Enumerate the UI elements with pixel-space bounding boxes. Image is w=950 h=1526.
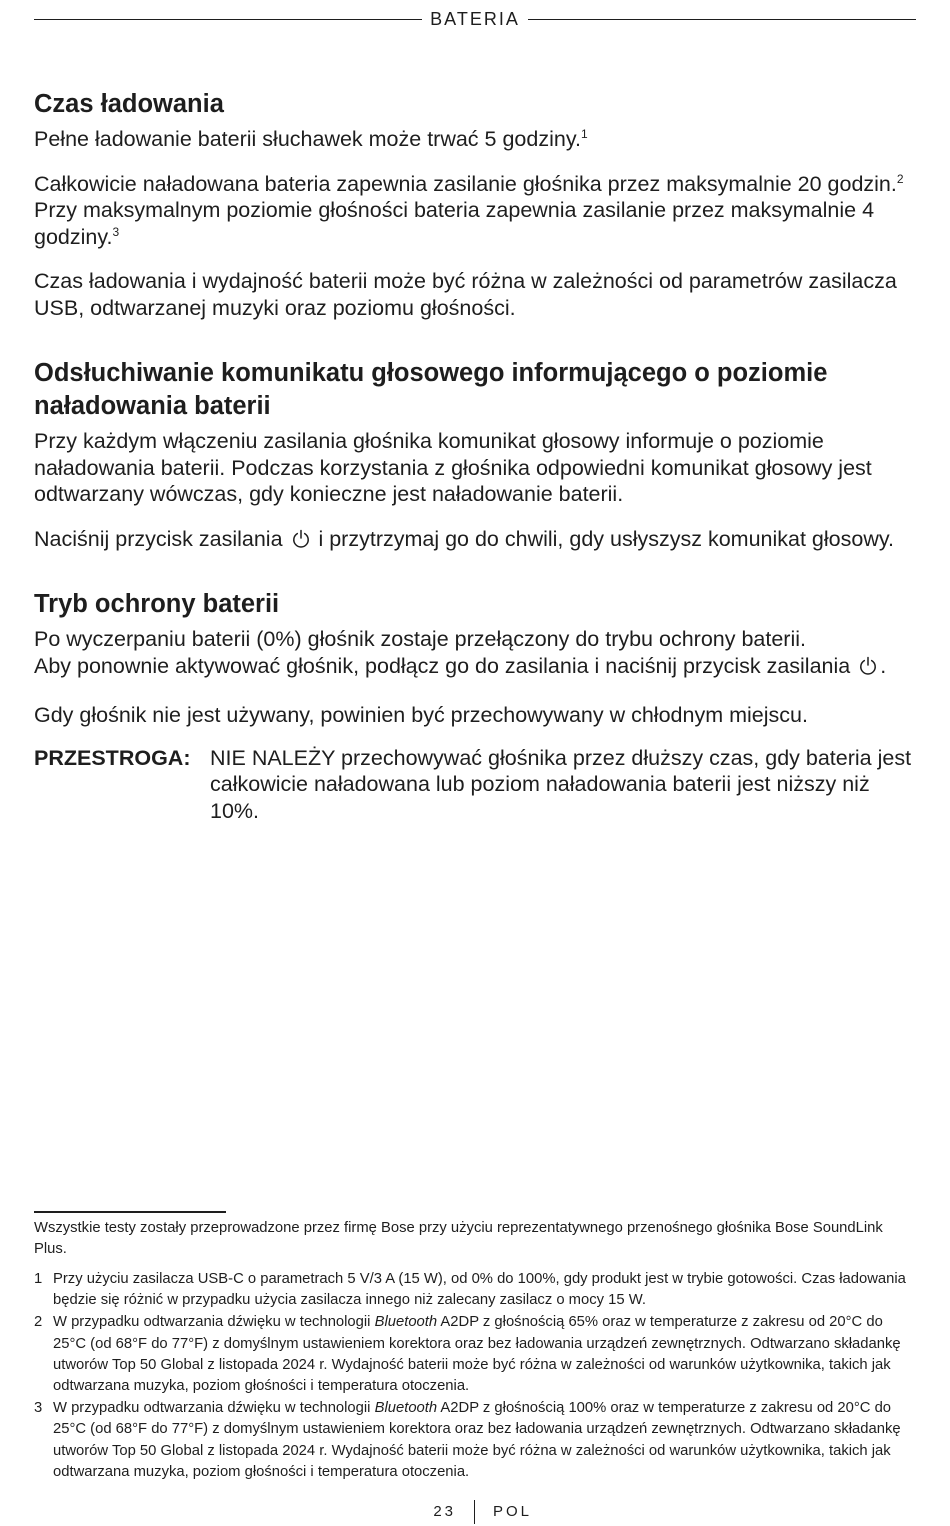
footnote-text	[53, 1398, 916, 1483]
power-icon	[291, 529, 311, 549]
section-title-voice-prompt: Odsłuchiwanie komunikatu głosowego informującego o poziomie naładowania baterii	[34, 359, 828, 420]
footnote-text-post: A2DP z głośnością 65% oraz w temperaturze z zakresu od 20°C do 25°C (od 68°F do 77°F) z domyślnym ustawieniem korektora oraz bez ładowania urządzeń zewnętrznych. Odtwarzano składankę utworów Top 50 Global z listopada 2024 r. Wydajność baterii może być różna w zależności od warunków użytkownika, takich jak odtwarzana muzyka, poziom głośności i temperatura otoczenia.	[53, 1314, 901, 1395]
protection-paragraph-1	[34, 626, 916, 679]
footnote-text-post: A2DP z głośnością 100% oraz w temperaturze z zakresu od 20°C do 25°C (od 68°F do 77°F) z domyślnym ustawieniem korektora oraz bez ładowania urządzeń zewnętrznych. Odtwarzano składankę utworów Top 50 Global z listopada 2024 r. Wydajność baterii może być różna w zależności od warunków użytkownika, takich jak odtwarzana muzyka, poziom głośności i temperatura otoczenia.	[53, 1400, 901, 1480]
caution-label: PRZESTROGA:	[34, 745, 191, 770]
footnote-ref-2: 2	[896, 171, 904, 186]
page-content	[34, 88, 916, 824]
footnote-ref-3: 3	[112, 224, 120, 239]
charging-paragraph-2	[34, 171, 916, 251]
protection-line-2-before: Aby ponownie aktywować głośnik, podłącz go do zasilania i naciśnij przycisk zasilania	[34, 653, 857, 678]
charging-paragraph-1	[34, 126, 916, 153]
caution-block	[34, 745, 916, 825]
footnote-list	[34, 1269, 916, 1483]
language-code: POL	[493, 1503, 533, 1520]
header-rule-right	[528, 19, 916, 20]
footnote-text-italic: Bluetooth	[374, 1400, 438, 1417]
footnote-text-pre: W przypadku odtwarzania dźwięku w technologii	[53, 1400, 375, 1417]
page-number: 23	[433, 1503, 456, 1520]
footnote-text: Przy użyciu zasilacza USB-C o parametrach 5 V/3 A (15 W), od 0% do 100%, gdy produkt jest w trybie gotowości. Czas ładowania będzie się różnić w przypadku użycia zasilacza innego niż zalecany zasilacz o mocy 15 W.	[53, 1271, 906, 1309]
header-rule-left	[34, 19, 422, 20]
footnote-item	[34, 1312, 916, 1397]
footnote-text-italic: Bluetooth	[374, 1314, 438, 1331]
voice-prompt-paragraph-2	[34, 526, 916, 553]
footnote-text-pre: W przypadku odtwarzania dźwięku w technologii	[53, 1314, 375, 1331]
protection-line-2-after: .	[880, 653, 887, 678]
header-title: BATERIA	[430, 9, 520, 29]
protection-paragraph-2: Gdy głośnik nie jest używany, powinien być przechowywany w chłodnym miejscu.	[34, 703, 808, 727]
power-icon	[858, 656, 878, 676]
section-title-charging-time: Czas ładowania	[34, 90, 224, 118]
footer-separator	[474, 1500, 475, 1524]
footnote-ref-1: 1	[580, 127, 588, 141]
footnote-number: 3	[34, 1400, 43, 1417]
charging-paragraph-3: Czas ładowania i wydajność baterii może być różna w zależności od parametrów zasilacza USB, odtwarzanej muzyki oraz poziomu głośności.	[34, 269, 897, 320]
manual-page	[34, 0, 916, 1525]
voice-prompt-text-after: i przytrzymaj go do chwili, gdy usłyszysz komunikat głosowy.	[312, 526, 894, 551]
page-header	[34, 7, 916, 31]
protection-line-1: Po wyczerpaniu baterii (0%) głośnik zostaje przełączony do trybu ochrony baterii.	[34, 627, 806, 651]
footnote-intro: Wszystkie testy zostały przeprowadzone przez firmę Bose przy użyciu reprezentatywnego przenośnego głośnika Bose SoundLink Plus.	[34, 1220, 883, 1257]
caution-text: NIE NALEŻY przechowywać głośnika przez dłuższy czas, gdy bateria jest całkowicie naładowana lub poziom naładowania baterii jest niższy niż 10%.	[210, 745, 912, 823]
section-title-battery-protection: Tryb ochrony baterii	[34, 590, 280, 618]
footnote-item	[34, 1398, 916, 1483]
voice-prompt-paragraph-1: Przy każdym włączeniu zasilania głośnika komunikat głosowy informuje o poziomie naładowania baterii. Podczas korzystania z głośnika odpowiedni komunikat głosowy jest odtwarzany wówczas, gdy konieczne jest naładowanie baterii.	[34, 429, 872, 506]
footnote-text	[53, 1312, 916, 1397]
footnote-number: 1	[34, 1271, 43, 1287]
footnote-item	[34, 1269, 916, 1311]
footnote-number: 2	[34, 1314, 43, 1331]
charging-text-1: Pełne ładowanie baterii słuchawek może trwać 5 godziny.	[34, 127, 581, 151]
page-footer	[34, 1500, 916, 1526]
charging-text-2a: Całkowicie naładowana bateria zapewnia zasilanie głośnika przez maksymalnie 20 godzin.	[34, 171, 897, 196]
voice-prompt-text-before: Naciśnij przycisk zasilania	[34, 526, 289, 551]
charging-text-2b: Przy maksymalnym poziomie głośności bateria zapewnia zasilanie przez maksymalnie 4 godziny.	[34, 198, 875, 249]
footnote-divider	[34, 1211, 226, 1213]
